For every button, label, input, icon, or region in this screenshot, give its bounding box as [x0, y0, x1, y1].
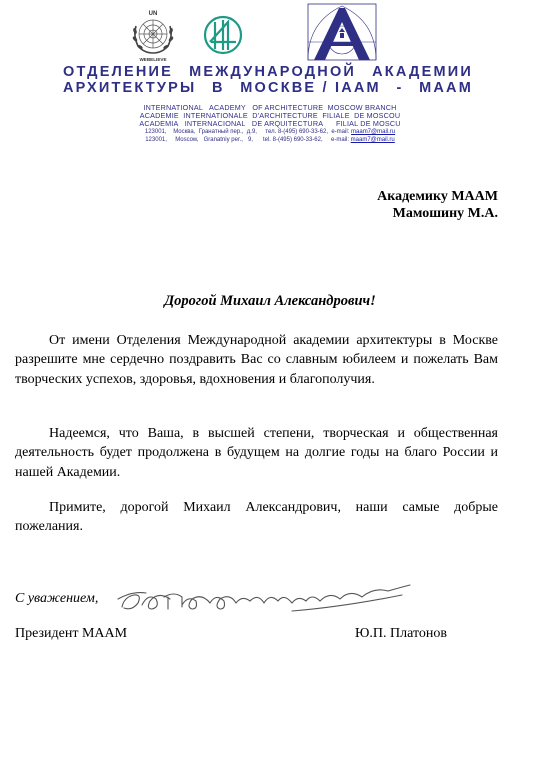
org-word: МААМ [419, 80, 473, 96]
academy-name-line-1 [63, 64, 473, 80]
international-name-en: INTERNATIONAL ACADEMY OF ARCHITECTURE MOSCOW BRANCH [143, 103, 397, 112]
org-word: В [211, 80, 225, 96]
maam-a-logo-icon [306, 2, 378, 62]
contact-line-en [90, 137, 450, 144]
handwritten-signature [112, 577, 417, 623]
org-word: МЕЖДУНАРОДНОЙ [189, 64, 357, 80]
salutation: Дорогой Михаил Александрович! [164, 293, 376, 309]
iaam-monogram-icon [201, 12, 245, 58]
signatory-title: Президент МААМ [15, 626, 128, 641]
signatory-name: Ю.П. Платонов [355, 626, 447, 641]
un-emblem-icon [125, 6, 181, 62]
org-word: - [396, 80, 404, 96]
contact-text-en: 123001, Moscow, Granatniy per., 9, tel. 8-(495) 690-33-62, e-mail: [145, 137, 349, 143]
addressee-name: Мамошину М.А. [392, 206, 498, 221]
email-link[interactable]: maam7@mail.ru [351, 129, 396, 135]
body-paragraph: Примите, дорогой Михаил Александрович, наши самые добрые пожелания. [15, 500, 498, 535]
addressee-title: Академику МААМ [377, 189, 498, 204]
un-logo-caption: WEBELIEVE [139, 57, 167, 62]
org-word: АРХИТЕКТУРЫ [63, 80, 197, 96]
email-link[interactable]: maam7@mail.ru [350, 137, 395, 143]
body-paragraph: Надеемся, что Ваша, в высшей степени, творческая и общественная деятельность будет продолжена в будущем на долгие годы на благо России и нашей Академии. [15, 426, 498, 480]
un-logo-text: UN [148, 11, 158, 17]
academy-name-line-2 [63, 80, 473, 96]
international-name-es: ACADEMIA INTERNACIONAL DE ARQUITECTURA FILIAL DE MOSCU [139, 119, 401, 128]
org-word: МОСКВЕ / IAAM [240, 80, 381, 96]
org-word: АКАДЕМИИ [372, 64, 473, 80]
international-name-fr: ACADEMIE INTERNATIONALE D'ARCHITECTURE FILIALE DE MOSCOU [139, 111, 401, 120]
body-paragraph: От имени Отделения Международной академии архитектуры в Москве разрешите мне сердечно поздравить Вас со славным юбилеем и пожелать Вам творческих успехов, здоровья, вдохновения и благополучия. [15, 333, 498, 387]
org-word: ОТДЕЛЕНИЕ [63, 64, 173, 80]
contact-line-ru [90, 129, 450, 136]
contact-text-ru: 123001, Москва, Гранатный пер., д.9, тел. 8-(495) 690-33-62, e-mail: [144, 129, 350, 135]
closing-phrase: С уважением, [15, 591, 99, 606]
